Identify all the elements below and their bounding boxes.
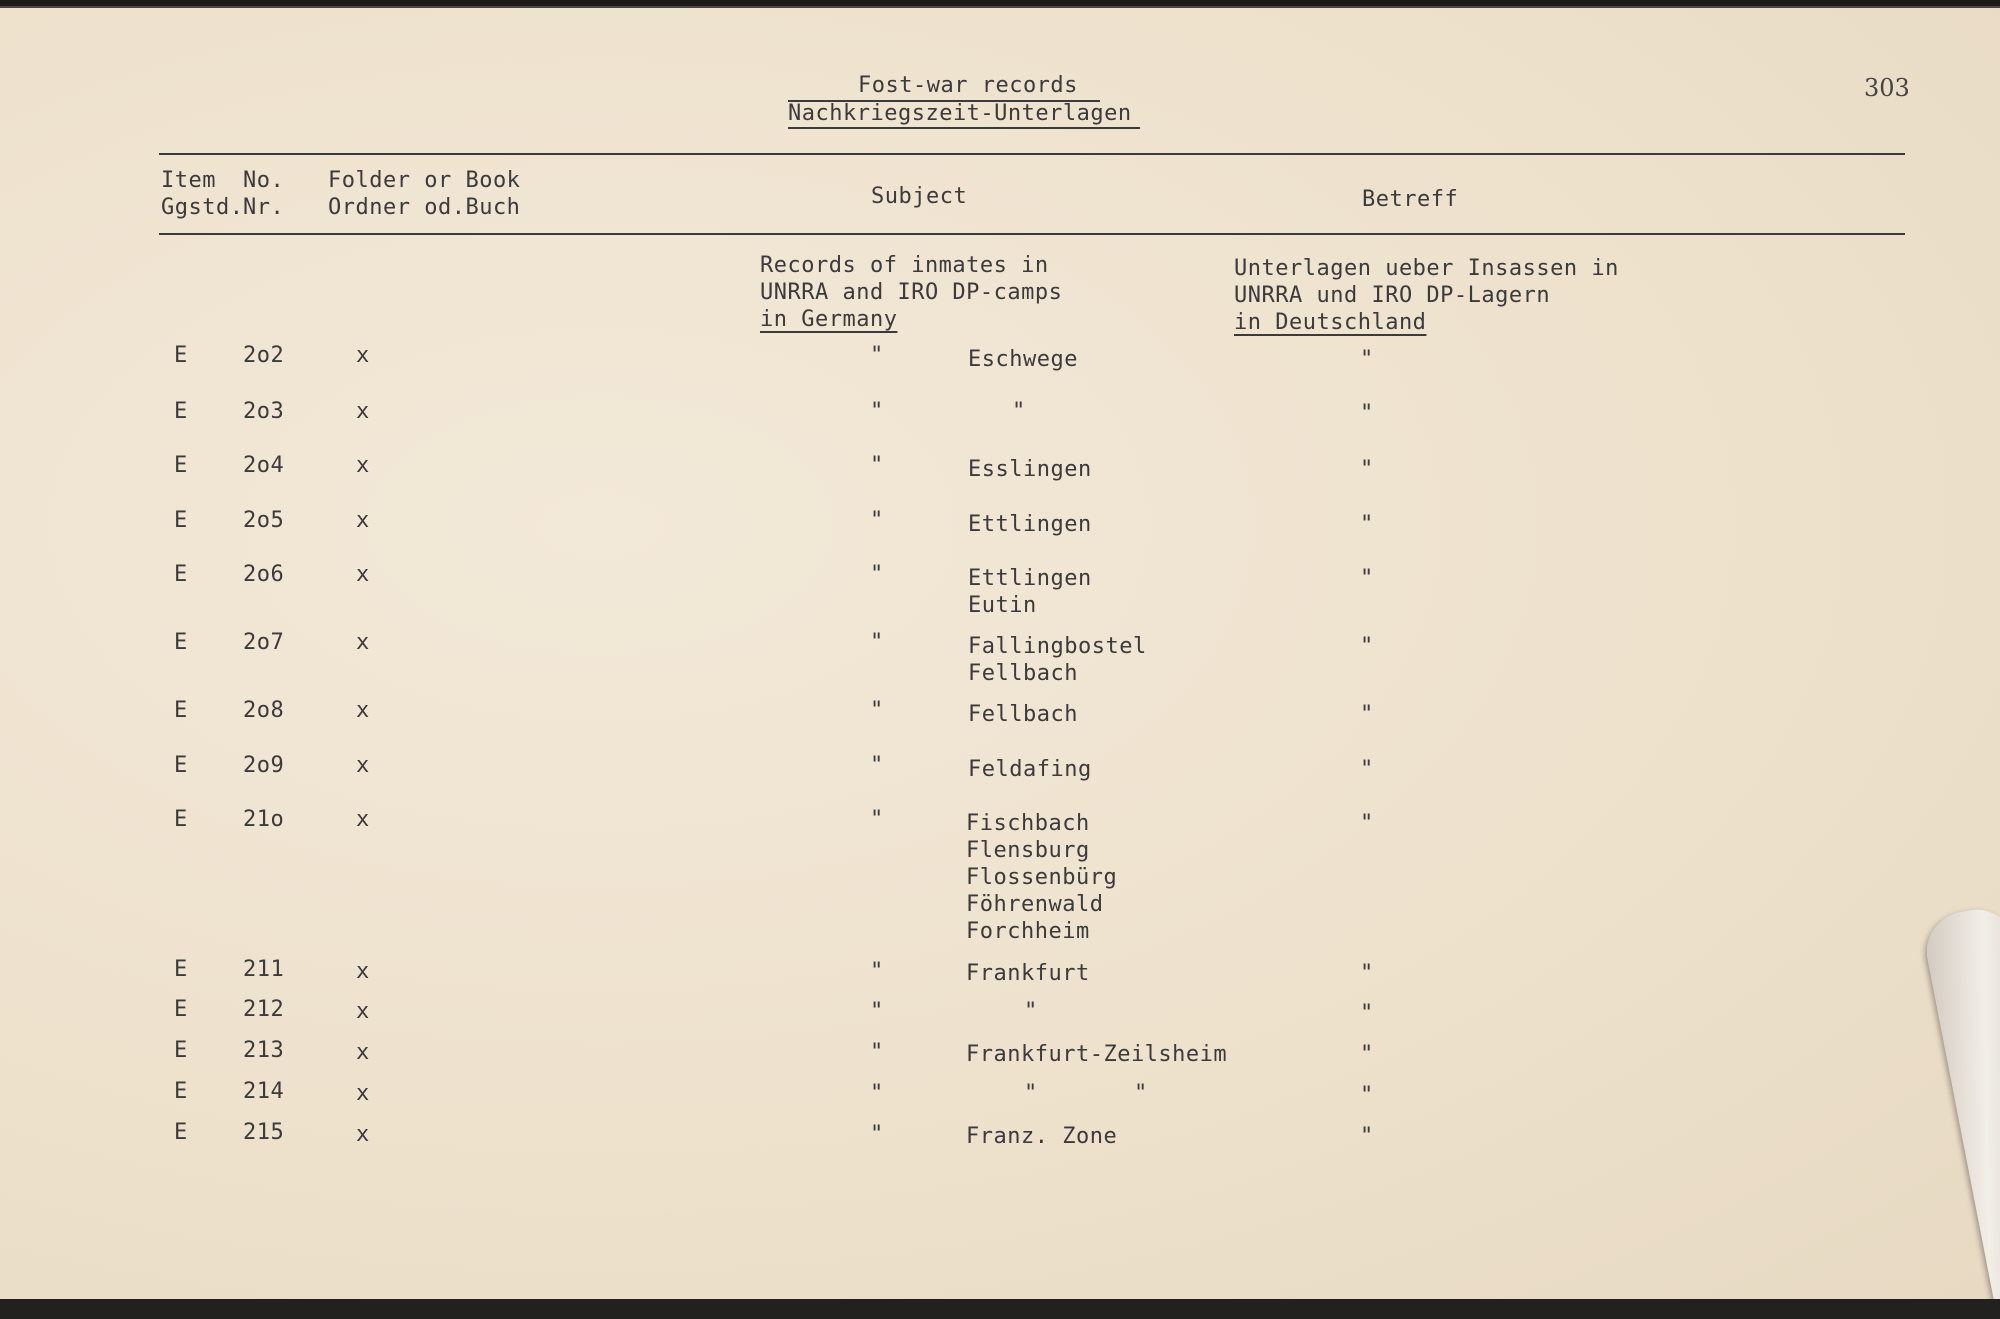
row-betreff: " [1360,702,1374,727]
row-item: E [174,343,188,368]
scan-edge [0,1299,2000,1319]
row-folder: x [356,698,370,723]
row-item: E [174,1120,188,1145]
row-place: Forchheim [966,919,1090,944]
row-place: Frankfurt [966,961,1090,986]
row-place: Eschwege [968,347,1078,372]
row-item: E [174,1079,188,1104]
row-folder: x [356,753,370,778]
header-bottom-rule [159,233,1905,235]
row-place: Fischbach [966,811,1090,836]
row-place: Frankfurt-Zeilsheim [966,1042,1228,1067]
betreff-intro-underlined: in Deutschland [1234,310,1427,335]
row-places [968,456,1092,483]
row-places [1012,398,1026,425]
row-betreff: " [1360,961,1374,986]
row-places [966,960,1090,987]
row-ditto: " [870,1040,884,1065]
row-item: E [174,453,188,478]
row-no: 2o7 [243,630,285,655]
row-folder: x [356,562,370,587]
row-ditto: " [870,453,884,478]
row-betreff: " [1360,811,1374,836]
row-places [1024,1080,1148,1107]
row-places [968,565,1092,619]
row-folder: x [356,453,370,478]
row-place: Fellbach [968,661,1078,686]
row-folder: x [356,630,370,655]
row-ditto: " [870,698,884,723]
row-ditto: " [870,399,884,424]
row-place: " " [1024,1081,1148,1106]
row-no: 214 [243,1079,285,1104]
subject-intro-line: Records of inmates in [760,253,1049,278]
row-no: 2o3 [243,399,285,424]
row-folder: x [356,343,370,368]
row-folder: x [356,1122,370,1147]
document-page [0,6,2000,1301]
col-no: No. [243,168,285,193]
row-betreff: " [1360,1124,1374,1149]
header-top-rule [159,153,1905,155]
row-places [1024,998,1038,1025]
row-place: Esslingen [968,457,1092,482]
row-ditto: " [870,508,884,533]
row-betreff: " [1360,1083,1374,1108]
row-no: 2o6 [243,562,285,587]
row-betreff: " [1360,512,1374,537]
row-folder: x [356,399,370,424]
row-betreff: " [1360,566,1374,591]
row-places [968,756,1092,783]
row-ditto: " [870,1081,884,1106]
row-folder: x [356,1040,370,1065]
row-no: 213 [243,1038,285,1063]
row-item: E [174,630,188,655]
row-item: E [174,698,188,723]
row-places [968,511,1092,538]
row-place: Fellbach [968,702,1078,727]
row-no: 211 [243,957,285,982]
row-folder: x [356,807,370,832]
col-item-de: Ggstd. [161,195,244,220]
row-places [968,346,1078,373]
row-places [966,1123,1117,1150]
row-places [966,810,1117,945]
row-folder: x [356,999,370,1024]
row-place: Flensburg [966,838,1090,863]
row-places [968,701,1078,728]
row-no: 2o5 [243,508,285,533]
row-place: " [1024,999,1038,1024]
title-underline-2 [788,127,1140,129]
row-item: E [174,508,188,533]
row-place: Fallingbostel [968,634,1147,659]
title-english: Fost-war records [858,73,1078,98]
subject-intro-line: UNRRA and IRO DP-camps [760,280,1063,305]
row-betreff: " [1360,401,1374,426]
col-folder: Folder or Book [328,168,521,193]
betreff-intro [1234,255,1619,336]
row-place: " [1012,399,1026,424]
row-ditto: " [870,630,884,655]
betreff-intro-line: Unterlagen ueber Insassen in [1234,256,1619,281]
subject-intro [760,252,1062,333]
row-item: E [174,807,188,832]
row-item: E [174,1038,188,1063]
row-place: Föhrenwald [966,892,1104,917]
row-no: 215 [243,1120,285,1145]
page-number: 303 [1864,74,1910,102]
row-no: 2o4 [243,453,285,478]
title-german: Nachkriegszeit-Unterlagen [788,101,1132,126]
row-betreff: " [1360,347,1374,372]
betreff-intro-line: UNRRA und IRO DP-Lagern [1234,283,1551,308]
row-place: Eutin [968,593,1037,618]
row-places [968,633,1147,687]
row-no: 2o9 [243,753,285,778]
row-item: E [174,957,188,982]
row-no: 2o8 [243,698,285,723]
row-ditto: " [870,562,884,587]
col-betreff: Betreff [1362,187,1459,212]
subject-intro-underlined: in Germany [760,307,898,332]
page-clip [1920,903,2000,1313]
row-ditto: " [870,807,884,832]
row-folder: x [356,959,370,984]
row-no: 212 [243,997,285,1022]
row-item: E [174,562,188,587]
col-subject: Subject [871,184,968,209]
col-no-de: Nr. [243,195,285,220]
col-item: Item [161,168,216,193]
row-no: 21o [243,807,285,832]
row-betreff: " [1360,1042,1374,1067]
row-ditto: " [870,999,884,1024]
row-betreff: " [1360,457,1374,482]
row-item: E [174,997,188,1022]
row-betreff: " [1360,634,1374,659]
row-ditto: " [870,959,884,984]
row-ditto: " [870,343,884,368]
row-item: E [174,753,188,778]
row-place: Feldafing [968,757,1092,782]
row-place: Ettlingen [968,512,1092,537]
row-ditto: " [870,753,884,778]
row-place: Franz. Zone [966,1124,1118,1149]
row-betreff: " [1360,757,1374,782]
row-no: 2o2 [243,343,285,368]
row-item: E [174,399,188,424]
row-folder: x [356,1081,370,1106]
row-ditto: " [870,1122,884,1147]
row-place: Ettlingen [968,566,1092,591]
col-folder-de: Ordner od.Buch [328,195,521,220]
row-folder: x [356,508,370,533]
row-place: Flossenbürg [966,865,1118,890]
row-betreff: " [1360,1001,1374,1026]
row-places [966,1041,1227,1068]
